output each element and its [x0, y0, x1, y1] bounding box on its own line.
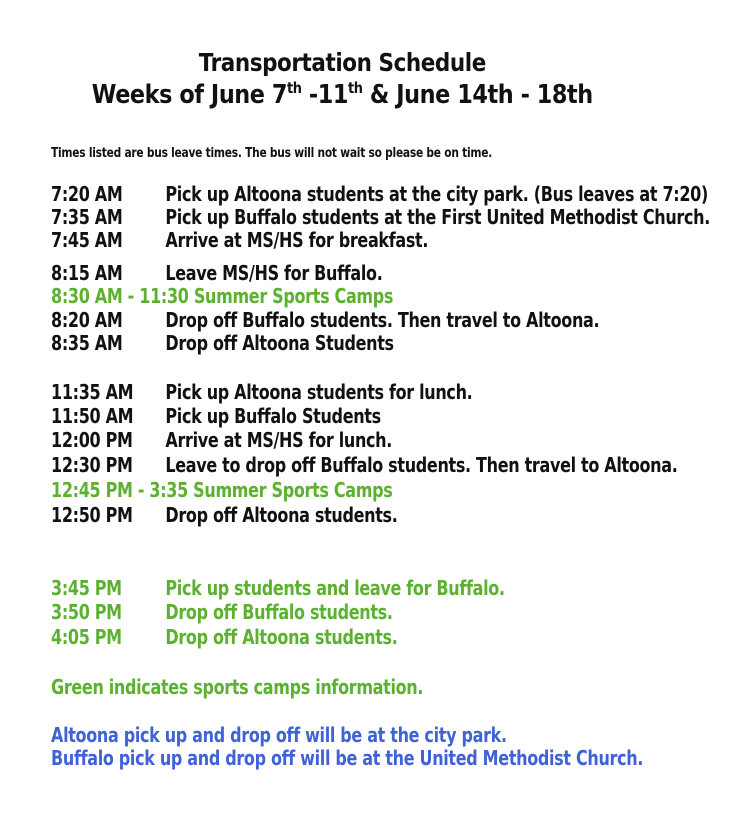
- row-time: 7:20 AM: [51, 182, 123, 206]
- schedule-row: [51, 428, 392, 452]
- row-time: 8:20 AM: [51, 308, 123, 332]
- sports-camp-row: [51, 576, 505, 600]
- subtitle-mid: -11: [301, 80, 348, 110]
- location-note-buffalo: Buffalo pick up and drop off will be at the United Methodist Church.: [51, 746, 644, 770]
- schedule-note: Times listed are bus leave times. The bus will not wait so please be on time.: [51, 146, 493, 161]
- row-time: 12:00 PM: [51, 428, 133, 452]
- subtitle-prefix: Weeks of June 7: [91, 80, 288, 110]
- location-note-altoona: Altoona pick up and drop off will be at the city park.: [51, 723, 507, 747]
- row-time: 12:30 PM: [51, 453, 133, 477]
- row-desc: Drop off Altoona Students: [165, 331, 394, 355]
- subtitle-sup-1: th: [287, 79, 302, 97]
- schedule-row: [51, 453, 677, 477]
- schedule-row: [51, 380, 472, 404]
- row-desc: Drop off Altoona students.: [165, 625, 398, 649]
- page-subtitle: [0, 80, 685, 110]
- schedule-row: [51, 503, 398, 527]
- row-time: 11:50 AM: [51, 404, 134, 428]
- row-time: 4:05 PM: [51, 625, 122, 649]
- row-time: 12:50 PM: [51, 503, 133, 527]
- row-time: 7:45 AM: [51, 228, 123, 252]
- row-desc: Pick up Buffalo students at the First United Methodist Church.: [165, 205, 710, 229]
- schedule-row: [51, 404, 381, 428]
- row-desc: Leave to drop off Buffalo students. Then travel to Altoona.: [165, 453, 678, 477]
- row-full: 8:30 AM - 11:30 Summer Sports Camps: [51, 284, 394, 308]
- row-time: 3:50 PM: [51, 600, 122, 624]
- row-desc: Pick up Altoona students for lunch.: [165, 380, 473, 404]
- legend-note: Green indicates sports camps information.: [51, 675, 424, 699]
- schedule-row: [51, 308, 599, 332]
- row-time: 8:35 AM: [51, 331, 123, 355]
- schedule-row: [51, 182, 708, 206]
- row-desc: Arrive at MS/HS for breakfast.: [165, 228, 429, 252]
- sports-camp-row: [51, 600, 393, 624]
- row-time: 11:35 AM: [51, 380, 134, 404]
- row-full: 12:45 PM - 3:35 Summer Sports Camps: [51, 478, 393, 502]
- row-desc: Pick up Altoona students at the city park. (Bus leaves at 7:20): [165, 182, 708, 206]
- row-time: 8:15 AM: [51, 261, 123, 285]
- sports-camp-row: [51, 478, 392, 502]
- row-desc: Arrive at MS/HS for lunch.: [165, 428, 393, 452]
- subtitle-suffix: & June 14th - 18th: [362, 80, 593, 110]
- subtitle-sup-2: th: [347, 79, 363, 97]
- sports-camp-row: [51, 284, 393, 308]
- sports-camp-row: [51, 625, 398, 649]
- row-desc: Drop off Altoona students.: [165, 503, 398, 527]
- row-desc: Pick up students and leave for Buffalo.: [165, 576, 505, 600]
- row-desc: Pick up Buffalo Students: [165, 404, 381, 428]
- row-desc: Drop off Buffalo students.: [165, 600, 393, 624]
- row-time: 7:35 AM: [51, 205, 123, 229]
- schedule-row: [51, 228, 428, 252]
- row-desc: Leave MS/HS for Buffalo.: [165, 261, 383, 285]
- schedule-row: [51, 331, 394, 355]
- schedule-row: [51, 261, 382, 285]
- schedule-row: [51, 205, 710, 229]
- row-time: 3:45 PM: [51, 576, 122, 600]
- page-title: Transportation Schedule: [198, 48, 486, 77]
- row-desc: Drop off Buffalo students. Then travel to Altoona.: [165, 308, 600, 332]
